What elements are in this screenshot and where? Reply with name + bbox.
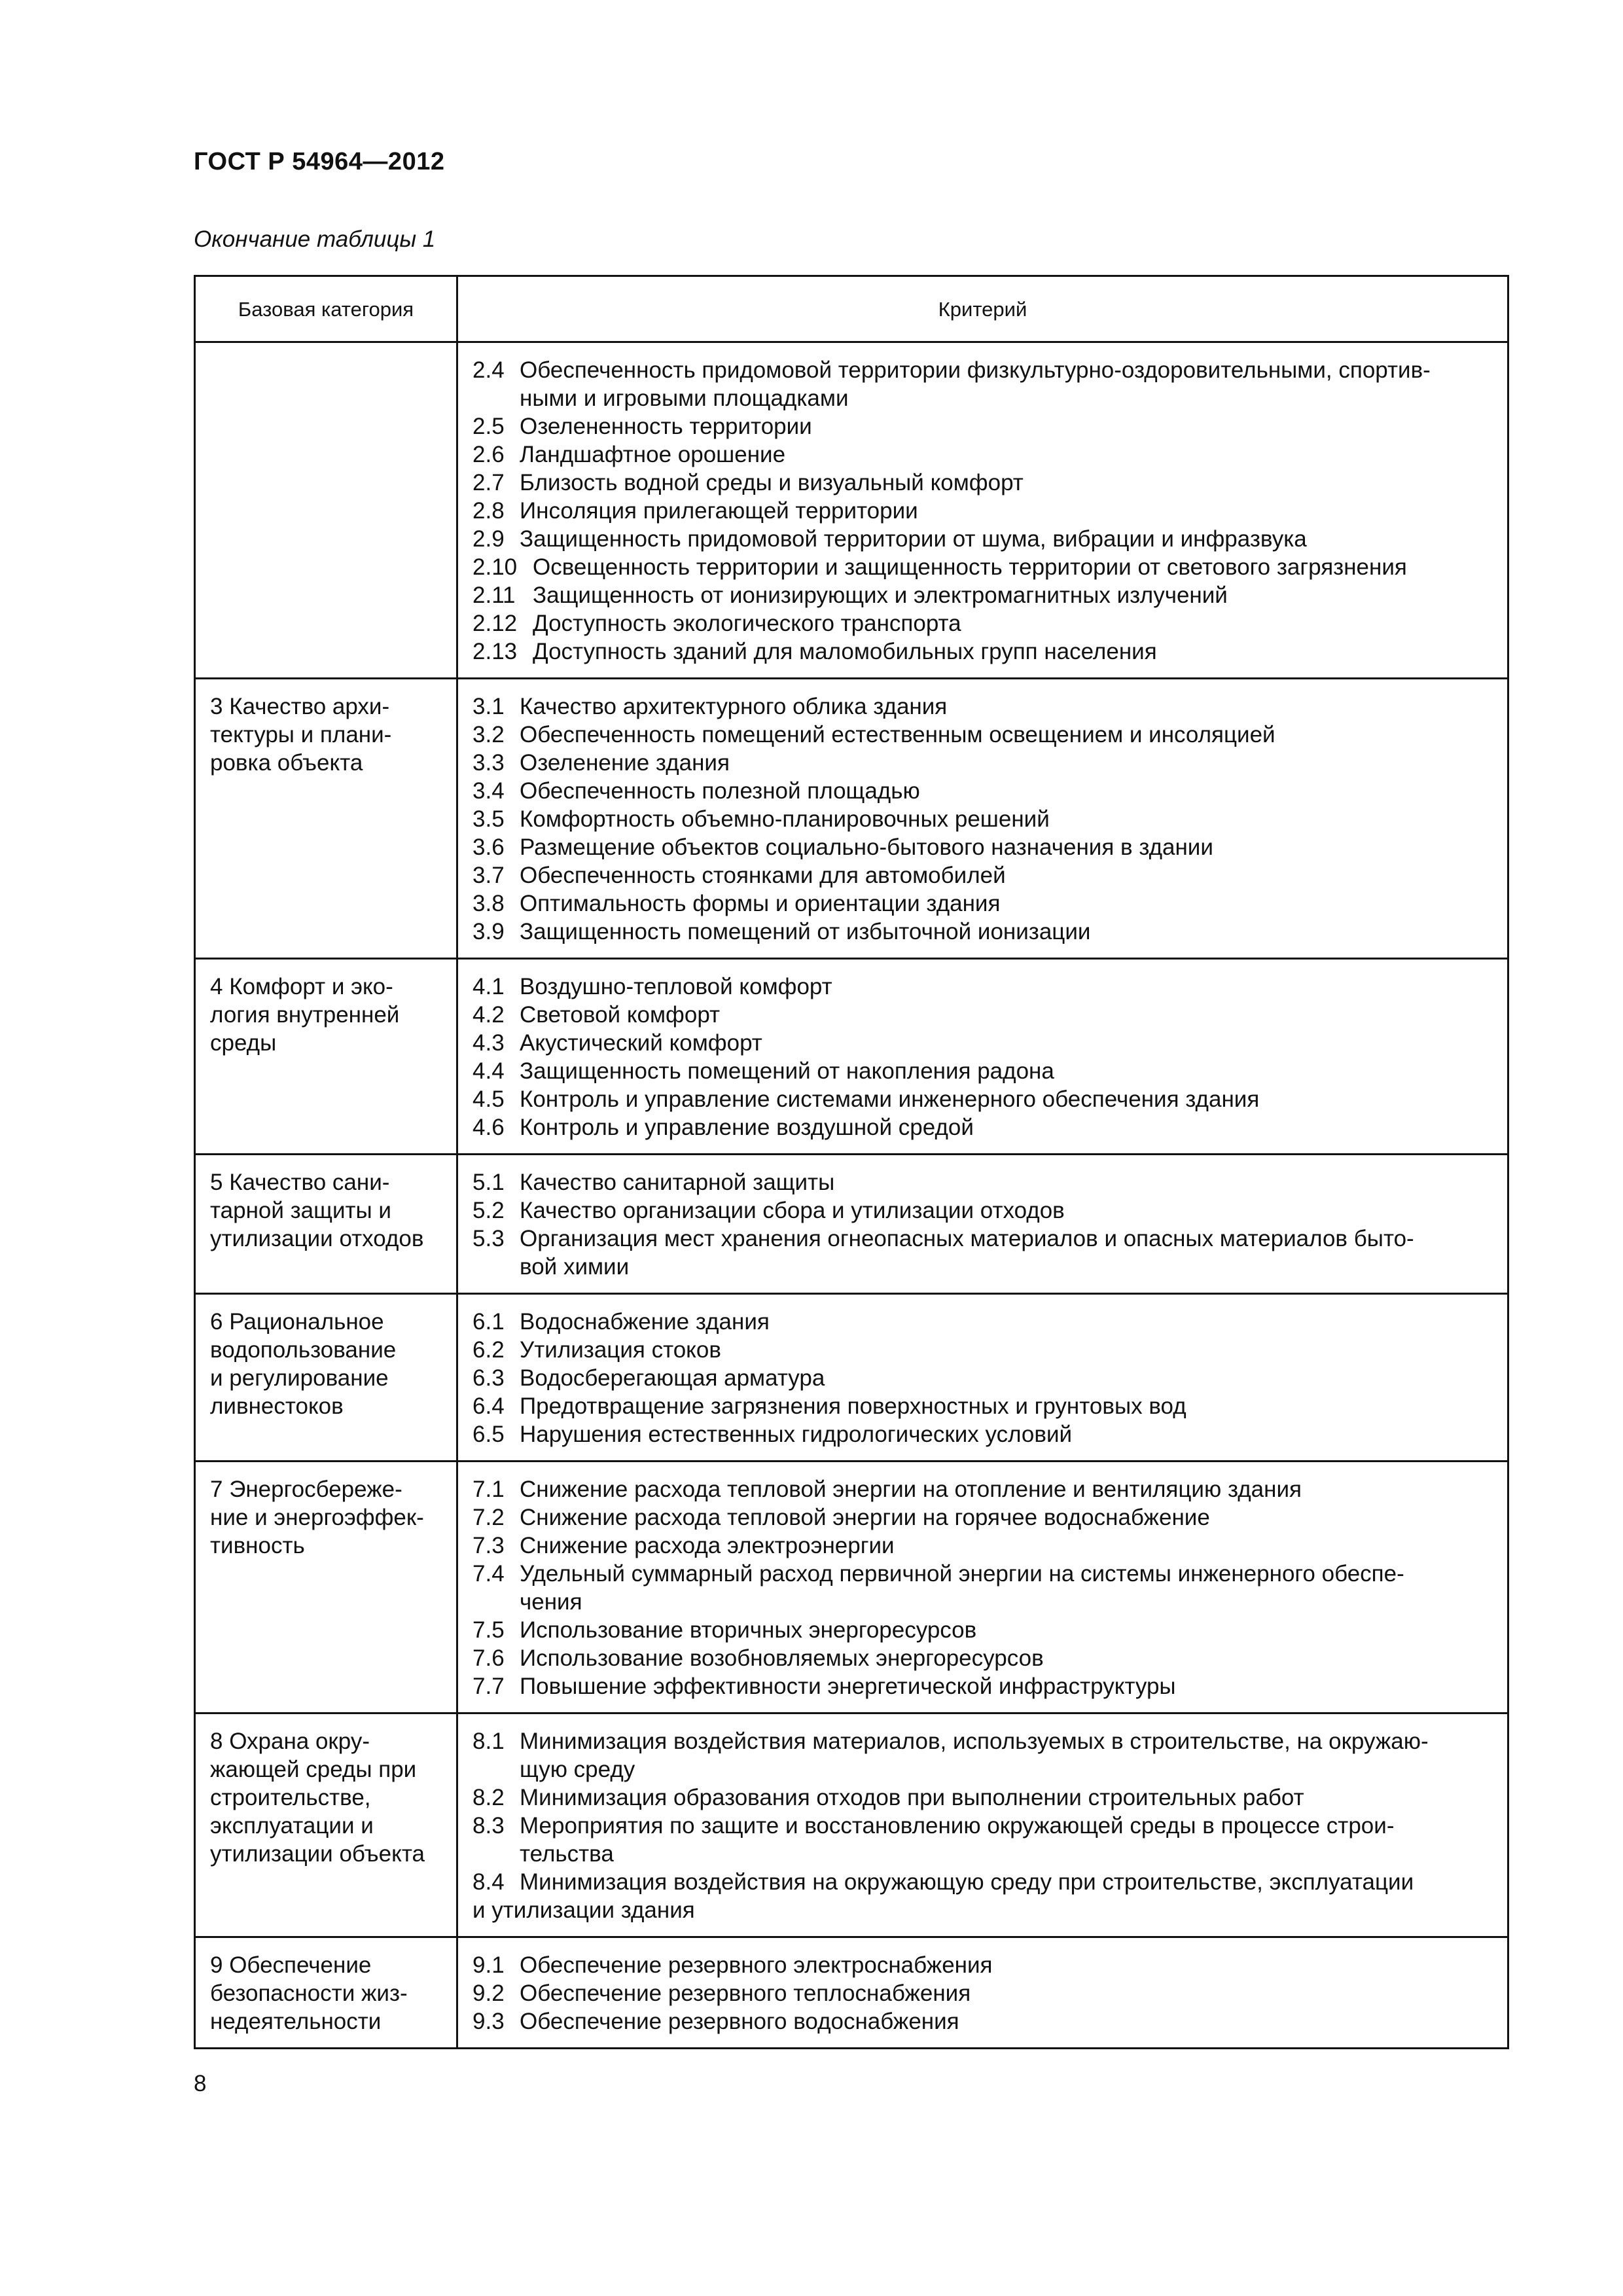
criteria-cell bbox=[457, 1937, 1508, 2049]
criterion-number: 9.1 bbox=[473, 1952, 505, 1978]
criterion-number: 6.4 bbox=[473, 1393, 505, 1419]
category-line: 4 Комфорт и эко- bbox=[210, 974, 393, 999]
criterion-item bbox=[473, 1196, 1493, 1225]
criterion-item bbox=[473, 1001, 1493, 1029]
criterion-item bbox=[473, 805, 1493, 833]
criterion-text-continuation: тельства bbox=[520, 1841, 614, 1867]
criterion-text: Предотвращение загрязнения поверхностных и грунтовых вод bbox=[520, 1393, 1186, 1419]
criterion-number: 3.1 bbox=[473, 694, 505, 719]
category-line: строительстве, bbox=[210, 1785, 371, 1810]
criterion-text: Обеспечение резервного водоснабжения bbox=[520, 2009, 959, 2034]
criterion-text: Обеспеченность помещений естественным освещением и инсоляцией bbox=[520, 722, 1275, 747]
criterion-item bbox=[473, 1364, 1493, 1392]
criteria-cell bbox=[457, 1155, 1508, 1294]
criterion-number: 8.2 bbox=[473, 1785, 505, 1810]
criterion-number: 7.1 bbox=[473, 1477, 505, 1502]
criterion-text: Ландшафтное орошение bbox=[520, 442, 786, 467]
criterion-text: Размещение объектов социально-бытового назначения в здании bbox=[520, 834, 1213, 860]
table-row bbox=[195, 1713, 1508, 1937]
table-header-row bbox=[195, 276, 1508, 342]
criterion-number: 7.4 bbox=[473, 1561, 505, 1587]
criterion-number: 3.2 bbox=[473, 722, 505, 747]
category-cell bbox=[195, 679, 457, 959]
criterion-text: Обеспеченность стоянками для автомобилей bbox=[520, 863, 1006, 888]
criterion-item bbox=[473, 2007, 1493, 2036]
criterion-number: 4.4 bbox=[473, 1058, 505, 1084]
table-row bbox=[195, 679, 1508, 959]
criterion-text: Минимизация воздействия материалов, используемых в строительстве, на окружаю- bbox=[520, 1729, 1429, 1754]
criterion-text: Озеленение здания bbox=[520, 750, 730, 776]
criterion-text: Обеспеченность придомовой территории физкультурно-оздоровительными, спортив- bbox=[520, 357, 1431, 383]
criterion-item bbox=[473, 1868, 1493, 1924]
criterion-item bbox=[473, 721, 1493, 749]
criterion-item bbox=[473, 1979, 1493, 2007]
category-cell bbox=[195, 1937, 457, 2049]
criterion-text: Минимизация воздействия на окружающую среду при строительстве, эксплуатации bbox=[520, 1869, 1414, 1895]
criterion-text: Снижение расхода электроэнергии bbox=[520, 1533, 895, 1558]
criterion-text: Контроль и управление системами инженерного обеспечения здания bbox=[520, 1086, 1260, 1112]
criterion-text: Нарушения естественных гидрологических условий bbox=[520, 1422, 1073, 1447]
criterion-number: 2.6 bbox=[473, 442, 505, 467]
criterion-text: Снижение расхода тепловой энергии на отопление и вентиляцию здания bbox=[520, 1477, 1302, 1502]
category-cell bbox=[195, 1294, 457, 1462]
criterion-text: Организация мест хранения огнеопасных материалов и опасных материалов быто- bbox=[520, 1226, 1414, 1251]
criterion-item bbox=[473, 469, 1493, 497]
criterion-item bbox=[473, 1168, 1493, 1196]
criterion-text: Использование вторичных энергоресурсов bbox=[520, 1617, 977, 1643]
criterion-text: Акустический комфорт bbox=[520, 1030, 762, 1056]
category-line: 8 Охрана окру- bbox=[210, 1729, 370, 1754]
criterion-item bbox=[473, 1308, 1493, 1336]
table-row bbox=[195, 1937, 1508, 2049]
criterion-number: 2.10 bbox=[473, 554, 518, 580]
criterion-item bbox=[473, 889, 1493, 918]
criterion-text-continuation: ными и игровыми площадками bbox=[520, 386, 849, 411]
criterion-number: 2.5 bbox=[473, 414, 505, 439]
criterion-text: Удельный суммарный расход первичной энергии на системы инженерного обеспе- bbox=[520, 1561, 1404, 1587]
criterion-item bbox=[473, 1503, 1493, 1532]
criterion-number: 3.5 bbox=[473, 806, 505, 832]
criterion-number: 6.1 bbox=[473, 1309, 505, 1335]
criterion-item bbox=[473, 833, 1493, 861]
criterion-item bbox=[473, 1951, 1493, 1979]
category-line: тарной защиты и bbox=[210, 1198, 391, 1223]
criterion-item bbox=[473, 861, 1493, 889]
criterion-text: Контроль и управление воздушной средой bbox=[520, 1115, 974, 1140]
criterion-text: Защищенность от ионизирующих и электромагнитных излучений bbox=[533, 583, 1228, 608]
category-line: недеятельности bbox=[210, 2009, 382, 2034]
criterion-text: Повышение эффективности энергетической инфраструктуры bbox=[520, 1674, 1176, 1699]
criterion-number: 3.9 bbox=[473, 919, 505, 944]
criterion-number: 7.2 bbox=[473, 1505, 505, 1530]
criterion-item bbox=[473, 525, 1493, 553]
criterion-text: Снижение расхода тепловой энергии на горячее водоснабжение bbox=[520, 1505, 1210, 1530]
criteria-cell bbox=[457, 1462, 1508, 1713]
category-line: ровка объекта bbox=[210, 750, 363, 776]
category-line: 9 Обеспечение bbox=[210, 1952, 372, 1978]
criteria-cell bbox=[457, 679, 1508, 959]
criterion-item bbox=[473, 1784, 1493, 1812]
criterion-text: Обеспечение резервного электроснабжения bbox=[520, 1952, 993, 1978]
criterion-text: Качество санитарной защиты bbox=[520, 1170, 835, 1195]
criterion-number: 7.3 bbox=[473, 1533, 505, 1558]
table-body bbox=[195, 342, 1508, 2049]
criterion-item bbox=[473, 1057, 1493, 1085]
criterion-item bbox=[473, 1085, 1493, 1113]
criterion-item bbox=[473, 1113, 1493, 1141]
criterion-item bbox=[473, 1812, 1493, 1868]
criterion-number: 2.4 bbox=[473, 357, 505, 383]
criterion-item bbox=[473, 692, 1493, 721]
criteria-cell bbox=[457, 1294, 1508, 1462]
category-line: эксплуатации и bbox=[210, 1813, 374, 1839]
criterion-number: 3.3 bbox=[473, 750, 505, 776]
criterion-number: 5.2 bbox=[473, 1198, 505, 1223]
criteria-cell bbox=[457, 959, 1508, 1155]
category-cell bbox=[195, 342, 457, 679]
criterion-text: Качество архитектурного облика здания bbox=[520, 694, 948, 719]
criterion-item bbox=[473, 1029, 1493, 1057]
criterion-item bbox=[473, 918, 1493, 946]
criterion-text: Водоснабжение здания bbox=[520, 1309, 770, 1335]
category-line: тивность bbox=[210, 1533, 305, 1558]
criterion-text: Защищенность помещений от накопления радона bbox=[520, 1058, 1054, 1084]
criterion-text: Близость водной среды и визуальный комфорт bbox=[520, 470, 1024, 495]
criterion-text: Доступность зданий для маломобильных групп населения bbox=[533, 639, 1157, 664]
criterion-item bbox=[473, 1532, 1493, 1560]
criterion-text-continuation: и утилизации здания bbox=[473, 1897, 695, 1923]
criterion-number: 5.3 bbox=[473, 1226, 505, 1251]
criterion-text-continuation: чения bbox=[520, 1589, 582, 1615]
category-cell bbox=[195, 959, 457, 1155]
category-line: среды bbox=[210, 1030, 277, 1056]
document-code: ГОСТ Р 54964—2012 bbox=[194, 148, 445, 175]
criterion-number: 6.3 bbox=[473, 1365, 505, 1391]
page-number: 8 bbox=[194, 2071, 207, 2096]
criterion-number: 4.2 bbox=[473, 1002, 505, 1028]
table-row bbox=[195, 1294, 1508, 1462]
category-line: ние и энергоэффек- bbox=[210, 1505, 424, 1530]
criteria-table bbox=[194, 275, 1509, 2049]
criterion-number: 3.8 bbox=[473, 891, 505, 916]
table-caption: Окончание таблицы 1 bbox=[194, 226, 436, 252]
criterion-item bbox=[473, 1475, 1493, 1503]
criterion-number: 2.13 bbox=[473, 639, 518, 664]
criterion-text: Озелененность территории bbox=[520, 414, 812, 439]
criterion-item bbox=[473, 440, 1493, 469]
category-cell bbox=[195, 1462, 457, 1713]
category-line: логия внутренней bbox=[210, 1002, 400, 1028]
criterion-item bbox=[473, 553, 1493, 581]
criterion-number: 7.5 bbox=[473, 1617, 505, 1643]
table-row bbox=[195, 959, 1508, 1155]
category-line: 3 Качество архи- bbox=[210, 694, 390, 719]
category-line: 7 Энергосбереже- bbox=[210, 1477, 402, 1502]
criterion-number: 8.1 bbox=[473, 1729, 505, 1754]
criterion-text: Минимизация образования отходов при выполнении строительных работ bbox=[520, 1785, 1304, 1810]
category-line: и регулирование bbox=[210, 1365, 389, 1391]
criterion-item bbox=[473, 1225, 1493, 1281]
criterion-item bbox=[473, 777, 1493, 805]
criterion-item bbox=[473, 609, 1493, 637]
criterion-number: 9.2 bbox=[473, 1981, 505, 2006]
criterion-text-continuation: вой химии bbox=[520, 1254, 630, 1280]
category-line: безопасности жиз- bbox=[210, 1981, 408, 2006]
criterion-item bbox=[473, 1392, 1493, 1420]
criterion-text: Световой комфорт bbox=[520, 1002, 721, 1028]
criterion-number: 7.6 bbox=[473, 1645, 505, 1671]
criterion-text: Обеспеченность полезной площадью bbox=[520, 778, 920, 804]
criterion-item bbox=[473, 581, 1493, 609]
criterion-number: 9.3 bbox=[473, 2009, 505, 2034]
criterion-item bbox=[473, 637, 1493, 666]
criterion-number: 3.7 bbox=[473, 863, 505, 888]
criterion-number: 2.9 bbox=[473, 526, 505, 552]
criterion-text: Оптимальность формы и ориентации здания bbox=[520, 891, 1001, 916]
category-line: ливнестоков bbox=[210, 1393, 344, 1419]
criterion-text: Защищенность придомовой территории от шума, вибрации и инфразвука bbox=[520, 526, 1307, 552]
table-row bbox=[195, 342, 1508, 679]
criterion-number: 6.2 bbox=[473, 1337, 505, 1363]
criterion-text: Защищенность помещений от избыточной ионизации bbox=[520, 919, 1091, 944]
criterion-item bbox=[473, 1727, 1493, 1784]
criterion-item bbox=[473, 497, 1493, 525]
criterion-item bbox=[473, 1672, 1493, 1700]
category-line: утилизации отходов bbox=[210, 1226, 424, 1251]
criteria-cell bbox=[457, 342, 1508, 679]
criteria-cell bbox=[457, 1713, 1508, 1937]
criterion-item bbox=[473, 1644, 1493, 1672]
criterion-number: 3.6 bbox=[473, 834, 505, 860]
criterion-item bbox=[473, 356, 1493, 412]
criterion-number: 8.3 bbox=[473, 1813, 505, 1839]
criterion-text: Комфортность объемно-планировочных решений bbox=[520, 806, 1050, 832]
criterion-item bbox=[473, 973, 1493, 1001]
category-line: жающей среды при bbox=[210, 1757, 417, 1782]
criterion-text: Водосберегающая арматура bbox=[520, 1365, 825, 1391]
criterion-number: 6.5 bbox=[473, 1422, 505, 1447]
category-cell bbox=[195, 1155, 457, 1294]
criterion-text: Освещенность территории и защищенность территории от светового загрязнения bbox=[533, 554, 1407, 580]
table-row bbox=[195, 1155, 1508, 1294]
criterion-item bbox=[473, 1616, 1493, 1644]
criterion-number: 8.4 bbox=[473, 1869, 505, 1895]
criterion-item bbox=[473, 412, 1493, 440]
criterion-text: Воздушно-тепловой комфорт bbox=[520, 974, 832, 999]
criterion-text: Использование возобновляемых энергоресурсов bbox=[520, 1645, 1044, 1671]
criterion-number: 5.1 bbox=[473, 1170, 505, 1195]
column-header-category: Базовая категория bbox=[195, 276, 457, 342]
category-line: водопользование bbox=[210, 1337, 397, 1363]
criterion-number: 4.3 bbox=[473, 1030, 505, 1056]
criterion-number: 2.7 bbox=[473, 470, 505, 495]
criterion-text: Доступность экологического транспорта bbox=[533, 611, 961, 636]
criterion-text: Мероприятия по защите и восстановлению окружающей среды в процессе строи- bbox=[520, 1813, 1395, 1839]
criterion-number: 2.8 bbox=[473, 498, 505, 524]
criterion-text: Качество организации сбора и утилизации отходов bbox=[520, 1198, 1065, 1223]
criterion-item bbox=[473, 1420, 1493, 1448]
criterion-number: 4.6 bbox=[473, 1115, 505, 1140]
category-line: тектуры и плани- bbox=[210, 722, 392, 747]
criterion-text: Утилизация стоков bbox=[520, 1337, 721, 1363]
column-header-criterion: Критерий bbox=[457, 276, 1508, 342]
criterion-text: Инсоляция прилегающей территории bbox=[520, 498, 918, 524]
criterion-number: 4.5 bbox=[473, 1086, 505, 1112]
criterion-number: 7.7 bbox=[473, 1674, 505, 1699]
criterion-text-continuation: щую среду bbox=[520, 1757, 635, 1782]
category-line: 6 Рациональное bbox=[210, 1309, 384, 1335]
criterion-item bbox=[473, 749, 1493, 777]
category-line: утилизации объекта bbox=[210, 1841, 425, 1867]
criterion-number: 3.4 bbox=[473, 778, 505, 804]
criterion-text: Обеспечение резервного теплоснабжения bbox=[520, 1981, 971, 2006]
criterion-number: 2.12 bbox=[473, 611, 518, 636]
criterion-number: 2.11 bbox=[473, 583, 516, 608]
criterion-item bbox=[473, 1336, 1493, 1364]
category-line: 5 Качество сани- bbox=[210, 1170, 390, 1195]
table-row bbox=[195, 1462, 1508, 1713]
criterion-item bbox=[473, 1560, 1493, 1616]
category-cell bbox=[195, 1713, 457, 1937]
criterion-number: 4.1 bbox=[473, 974, 505, 999]
